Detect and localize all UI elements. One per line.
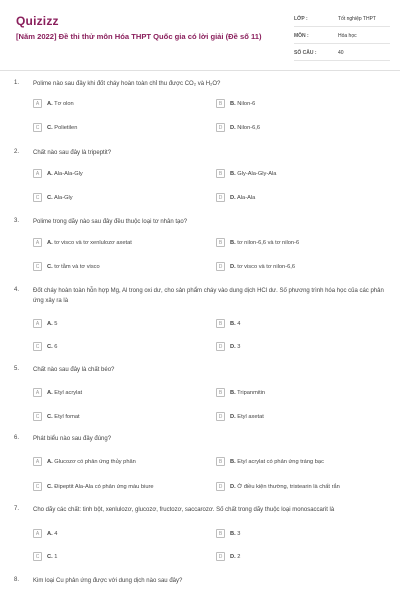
option-label [230,195,255,201]
option-text: Ala-Ala [236,194,256,201]
option-label [230,240,299,246]
answer-option-b[interactable] [216,528,240,539]
option-checkbox[interactable]: D [216,193,225,202]
option-letter: D. [230,483,236,490]
option-letter: B. [230,530,236,537]
answer-option-b[interactable] [216,387,265,398]
answer-option-c[interactable] [33,341,57,352]
option-letter: A. [47,458,53,465]
option-label [47,171,83,177]
option-label [47,264,100,270]
meta-info [294,12,390,63]
answer-option-b[interactable] [216,318,240,329]
option-checkbox[interactable]: A [33,529,42,538]
answer-option-b[interactable] [216,98,255,109]
answer-option-c[interactable] [33,122,77,133]
option-text: 4 [237,320,241,327]
option-checkbox[interactable]: C [33,123,42,132]
option-letter: D. [230,413,236,420]
question-number: 5. [14,366,20,372]
option-letter: B. [230,170,236,177]
option-checkbox[interactable]: D [216,552,225,561]
answer-option-b[interactable] [216,237,299,248]
option-label [47,554,57,560]
option-letter: A. [47,100,53,107]
option-label [230,101,255,107]
option-letter: C. [47,553,53,560]
option-label [230,484,340,490]
option-text: Gly-Ala-Gly-Ala [237,170,277,177]
question-number: 2. [14,149,20,155]
option-text: 2 [237,553,241,560]
option-label [47,414,80,420]
option-text: 3 [237,343,241,350]
answer-option-a[interactable] [33,456,136,467]
question-text: Kim loại Cu phản ứng được với dung dịch nào sau đây? [33,578,183,584]
answer-option-c[interactable] [33,192,73,203]
answer-option-a[interactable] [33,387,82,398]
option-text: Nilon-6 [237,100,256,107]
option-letter: D. [230,124,236,131]
option-label [230,390,265,396]
answer-option-d[interactable] [216,261,295,272]
option-letter: A. [47,530,53,537]
option-text: 3 [237,530,241,537]
answer-option-d[interactable] [216,341,240,352]
answer-option-b[interactable] [216,168,276,179]
option-label [47,101,74,107]
option-label [47,459,136,465]
question-number: 4. [14,287,20,293]
option-label [230,554,240,560]
option-checkbox[interactable]: D [216,342,225,351]
option-checkbox[interactable]: D [216,482,225,491]
option-checkbox[interactable]: C [33,342,42,351]
question-text: Polime trong dãy nào sau đây đều thuộc loại tơ nhân tạo? [33,219,188,225]
option-text: 6 [54,343,58,350]
answer-option-d[interactable] [216,411,264,422]
option-letter: B. [230,100,236,107]
option-letter: A. [47,239,53,246]
option-text: Etyl acrylat có phản ứng tráng bạc [237,458,324,465]
option-letter: D. [230,343,236,350]
option-letter: C. [47,343,53,350]
option-label [230,344,240,350]
option-checkbox[interactable]: A [33,238,42,247]
meta-value: Hóa học [338,33,357,39]
meta-label: SỐ CÂU : [294,50,317,56]
question-text: Đốt cháy hoàn toàn hỗn hợp Mg, Al trong oxi dư, cho sản phẩm cháy vào dung dịch HCl dư. Số phương trình hóa học của các phản ứng xảy ra là [33,288,384,304]
question-text: Polime nào sau đây khi đốt cháy hoàn toàn chỉ thu được CO₂ và H₂O? [33,81,221,87]
option-label [47,390,82,396]
option-checkbox[interactable]: D [216,123,225,132]
option-text: 4 [54,530,58,537]
option-letter: C. [47,263,53,270]
question-text: Chất nào sau đây là chất béo? [33,367,115,373]
option-letter: C. [47,483,53,490]
option-text: Ala-Ala-Gly [53,170,83,177]
answer-option-d[interactable] [216,192,255,203]
option-checkbox[interactable]: B [216,99,225,108]
option-text: tơ visco và tơ nilon-6,6 [237,263,296,270]
answer-option-a[interactable] [33,318,57,329]
answer-option-d[interactable] [216,122,260,133]
option-letter: C. [47,194,53,201]
option-letter: D. [230,194,236,201]
option-label [230,531,240,537]
answer-option-d[interactable] [216,551,240,562]
option-text: Ở điều kiện thường, tristearin là chất rắn [237,483,340,490]
option-letter: B. [230,389,236,396]
meta-value: Tốt nghiệp THPT [338,16,376,22]
meta-row-subject [294,29,390,44]
option-text: Etyl fomat [54,413,80,420]
option-label [230,321,240,327]
option-text: Glucozơ có phản ứng thủy phân [54,458,136,465]
meta-value: 40 [338,50,344,56]
answer-option-d[interactable] [216,481,340,492]
answer-option-c[interactable] [33,261,100,272]
option-text: Tripanmitin [237,389,266,396]
option-checkbox[interactable]: B [216,238,225,247]
option-label [47,240,132,246]
question-number: 3. [14,218,20,224]
answer-option-c[interactable] [33,551,57,562]
option-text: Nilon-6,6 [237,124,261,131]
option-label [47,321,57,327]
option-checkbox[interactable]: D [216,412,225,421]
option-label [47,195,73,201]
option-label [230,264,295,270]
option-label [47,125,77,131]
question-text: Phát biểu nào sau đây đúng? [33,436,112,442]
option-checkbox[interactable]: D [216,262,225,271]
option-letter: B. [230,320,236,327]
option-label [47,484,154,490]
option-text: Ala-Gly [53,194,73,201]
option-checkbox[interactable]: A [33,169,42,178]
answer-option-c[interactable] [33,411,80,422]
question-number: 6. [14,435,20,441]
option-checkbox[interactable]: B [216,169,225,178]
option-checkbox[interactable]: A [33,99,42,108]
answer-option-a[interactable] [33,237,132,248]
meta-row-count [294,46,390,61]
page-title: [Năm 2022] Đề thi thử môn Hóa THPT Quốc gia có lời giải (Đề số 11) [16,32,262,41]
meta-label: LỚP : [294,16,308,22]
option-text: Polietilen [54,124,78,131]
option-checkbox[interactable]: C [33,412,42,421]
answer-option-b[interactable] [216,456,324,467]
option-label [230,171,276,177]
option-text: 5 [54,320,58,327]
option-checkbox[interactable]: B [216,319,225,328]
option-letter: D. [230,553,236,560]
option-text: tơ tằm và tơ visco [54,263,100,270]
option-text: tơ visco và tơ xenlulozơ axetat [54,239,132,246]
option-text: Etyl axetat [237,413,264,420]
option-checkbox[interactable]: A [33,319,42,328]
option-label [230,414,264,420]
option-checkbox[interactable]: A [33,388,42,397]
question-text: Cho dãy các chất: tinh bột, xenlulozơ, glucozơ, fructozơ, saccarozơ. Số chất trong dãy thuộc loại monosaccarit là [33,507,335,513]
option-letter: A. [47,389,53,396]
answer-option-a[interactable] [33,98,74,109]
question-number: 7. [14,506,20,512]
option-text: Tơ olon [54,100,74,107]
option-letter: C. [47,124,53,131]
option-label [230,459,324,465]
option-text: tơ nilon-6,6 và tơ nilon-6 [237,239,300,246]
option-checkbox[interactable]: C [33,262,42,271]
option-letter: B. [230,239,236,246]
meta-label: MÔN : [294,33,309,39]
answer-option-a[interactable] [33,168,83,179]
option-letter: C. [47,413,53,420]
option-label [47,531,57,537]
option-text: Etyl acrylat [54,389,83,396]
question-text: Chất nào sau đây là tripeptit? [33,150,112,156]
answer-option-c[interactable] [33,481,154,492]
header-divider [0,70,400,71]
option-checkbox[interactable]: A [33,457,42,466]
question-number: 8. [14,577,20,583]
option-text: 1 [54,553,58,560]
option-checkbox[interactable]: C [33,552,42,561]
quizizz-logo: Quizizz [16,14,59,28]
meta-row-class [294,12,390,27]
option-text: Đipeptit Ala-Ala có phản ứng màu biure [54,483,154,490]
answer-option-a[interactable] [33,528,57,539]
option-letter: A. [47,170,53,177]
option-label [230,125,260,131]
option-letter: B. [230,458,236,465]
option-checkbox[interactable]: B [216,529,225,538]
header [0,0,400,68]
question-number: 1. [14,80,20,86]
option-checkbox[interactable]: B [216,388,225,397]
option-checkbox[interactable]: C [33,193,42,202]
option-letter: A. [47,320,53,327]
option-label [47,344,57,350]
option-letter: D. [230,263,236,270]
option-checkbox[interactable]: B [216,457,225,466]
option-checkbox[interactable]: C [33,482,42,491]
